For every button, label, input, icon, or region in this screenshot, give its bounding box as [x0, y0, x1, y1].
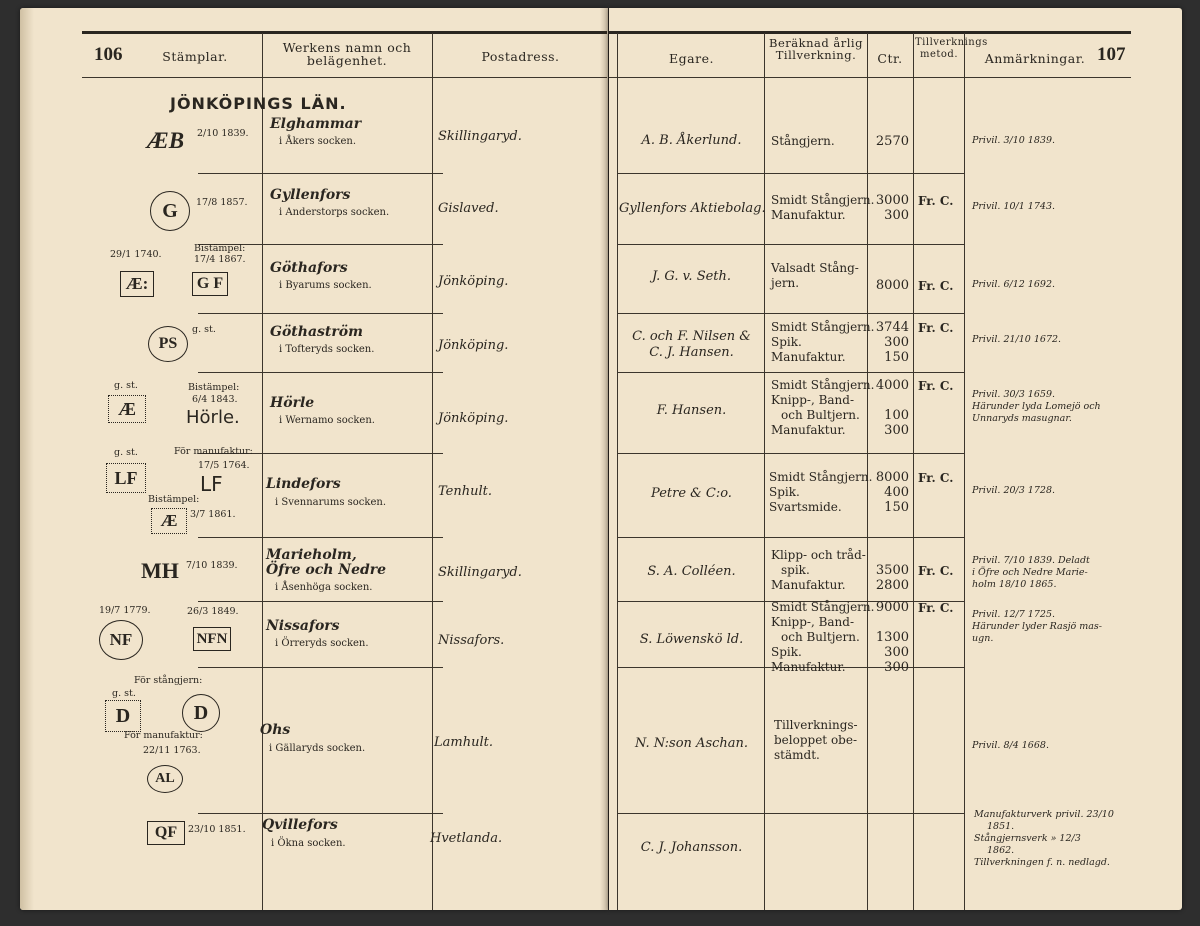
production-item: Smidt Stångjern.	[771, 378, 875, 392]
owner-name: A. B. Åkerlund.	[641, 133, 742, 148]
production-quantity: 2570	[875, 134, 909, 149]
stamp-date: 19/7 1779.	[99, 605, 151, 616]
stamp-mark: MH	[141, 558, 179, 583]
remark-line: Privil. 12/7 1725.	[972, 609, 1056, 620]
left-page	[20, 8, 608, 910]
stamp-date: 6/4 1843.	[192, 394, 238, 405]
postal-address: Skillingaryd.	[438, 565, 522, 580]
works-name: Hörle	[270, 395, 315, 411]
owner-name: J. G. v. Seth.	[651, 269, 732, 284]
production-method: Fr. C.	[918, 321, 954, 335]
stamp-mark: PS	[148, 326, 188, 362]
remark-line: Privil. 8/4 1668.	[972, 740, 1049, 751]
owner-name: C. J. Hansen.	[649, 345, 734, 360]
production-item: Spik.	[771, 645, 802, 659]
remark-line: Privil. 20/3 1728.	[972, 485, 1056, 496]
page-number-right: 107	[1097, 44, 1126, 65]
owner-name: S. Löwenskö ld.	[639, 632, 744, 647]
production-item: Smidt Stångjern.	[771, 600, 875, 614]
header-remarks: Anmärkningar.	[984, 51, 1086, 66]
postal-address: Jönköping.	[438, 411, 509, 426]
production-method: Fr. C.	[918, 471, 954, 485]
stamp-label: g. st.	[114, 380, 138, 391]
works-name: Nissafors	[266, 618, 340, 634]
remark-line: Stångjernsverk » 12/3	[974, 833, 1081, 844]
stamp-date: 23/10 1851.	[188, 824, 246, 835]
stamp-label: g. st.	[192, 324, 216, 335]
remark-line: Privil. 30/3 1659.	[972, 389, 1056, 400]
works-parish: i Svennarums socken.	[275, 497, 387, 508]
production-quantity: 4000	[875, 378, 909, 393]
production-quantity: 1300	[875, 630, 909, 645]
stamp-date: 2/10 1839.	[197, 128, 249, 139]
production-item: Manufaktur.	[771, 208, 846, 222]
works-name: Lindefors	[266, 476, 341, 492]
stamp-mark: Hörle.	[186, 407, 240, 428]
stamp-label: Bistämpel:	[148, 494, 200, 505]
stamp-label: För stångjern:	[134, 675, 203, 686]
production-item: Knipp-, Band-	[771, 393, 855, 407]
page-number-left: 106	[94, 44, 123, 65]
remark-line: Privil. 3/10 1839.	[972, 135, 1056, 146]
production-item: Manufaktur.	[771, 350, 846, 364]
stamp-mark: Æ	[151, 508, 187, 534]
stamp-mark: LF	[200, 472, 223, 496]
production-item: Spik.	[771, 335, 802, 349]
stamp-date: 22/11 1763.	[143, 745, 201, 756]
header-production: Beräknad årlig Tillverkning.	[769, 36, 863, 62]
stamp-label: För manufaktur:	[124, 730, 203, 741]
owner-name: Gyllenfors Aktiebolag.	[619, 201, 766, 216]
production-item: stämdt.	[774, 748, 820, 762]
remark-line: Privil. 10/1 1743.	[972, 201, 1056, 212]
works-name: Gyllenfors	[270, 187, 351, 203]
works-parish: i Åsenhöga socken.	[275, 582, 373, 593]
stamp-mark: Æ:	[120, 271, 154, 297]
postal-address: Skillingaryd.	[438, 129, 522, 144]
production-method: Fr. C.	[918, 564, 954, 578]
production-quantity: 100	[884, 408, 909, 423]
stamp-date: 26/3 1849.	[187, 606, 239, 617]
remark-line: Härunder lyder Rasjö mas-	[972, 621, 1103, 632]
remark-line: holm 18/10 1865.	[972, 579, 1057, 590]
production-method: Fr. C.	[918, 279, 954, 293]
remark-line: Manufakturverk privil. 23/10	[974, 809, 1114, 820]
postal-address: Hvetlanda.	[430, 831, 503, 846]
stamp-mark: ÆB	[147, 128, 185, 153]
production-method: Fr. C.	[918, 194, 954, 208]
production-item: Klipp- och tråd-	[771, 548, 866, 562]
production-item: Smidt Stångjern.	[771, 193, 875, 207]
stamp-mark: D	[105, 700, 141, 732]
production-item: beloppet obe-	[774, 733, 858, 747]
works-parish: i Åkers socken.	[279, 136, 357, 147]
stamp-mark: AL	[147, 765, 183, 793]
production-quantity: 3744	[875, 320, 909, 335]
stamp-label: Bistämpel:	[188, 382, 240, 393]
production-item: Tillverknings-	[774, 718, 858, 732]
works-parish: i Anderstorps socken.	[279, 207, 390, 218]
stamp-label: g. st.	[114, 447, 138, 458]
production-quantity: 300	[884, 335, 909, 350]
stamp-mark: G F	[192, 272, 228, 296]
works-name: Ohs	[260, 722, 291, 738]
production-item: Manufaktur.	[771, 578, 846, 592]
county-title: JÖNKÖPINGS LÄN.	[170, 94, 347, 113]
remark-line: Privil. 7/10 1839. Deladt	[972, 555, 1090, 566]
production-quantity: 300	[884, 423, 909, 438]
remark-line: Privil. 6/12 1692.	[972, 279, 1056, 290]
works-name: Marieholm, Öfre och Nedre	[266, 547, 387, 578]
remark-line: Unnaryds masugnar.	[972, 413, 1072, 424]
stamp-date: 29/1 1740.	[110, 249, 162, 260]
production-method: Fr. C.	[918, 601, 954, 615]
production-item: Manufaktur.	[771, 423, 846, 437]
remark-line: 1851.	[987, 821, 1015, 832]
remark-line: ugn.	[972, 633, 994, 644]
stamp-label: För manufaktur:	[174, 446, 253, 457]
production-item: och Bultjern.	[781, 408, 860, 422]
owner-name: F. Hansen.	[656, 403, 727, 418]
production-quantity: 8000	[875, 470, 909, 485]
postal-address: Tenhult.	[438, 484, 492, 499]
works-name: Qvillefors	[262, 817, 338, 833]
remark-line: 1862.	[987, 845, 1015, 856]
remark-line: i Öfre och Nedre Marie-	[972, 567, 1088, 578]
header-postal: Postadress.	[481, 49, 560, 64]
postal-address: Gislaved.	[438, 201, 499, 216]
production-quantity: 150	[884, 350, 909, 365]
works-parish: i Örreryds socken.	[275, 638, 369, 649]
production-quantity: 400	[884, 485, 909, 500]
postal-address: Nissafors.	[438, 633, 505, 648]
works-parish: i Gällaryds socken.	[269, 743, 366, 754]
production-item: jern.	[771, 276, 800, 290]
stamp-date: 17/4 1867.	[194, 254, 246, 265]
stamp-date: 17/5 1764.	[198, 460, 250, 471]
works-parish: i Byarums socken.	[279, 280, 372, 291]
owner-name: S. A. Colléen.	[647, 564, 736, 579]
stamp-mark: G	[150, 191, 190, 231]
production-quantity: 150	[884, 500, 909, 515]
stamp-label: g. st.	[112, 688, 136, 699]
production-method: Fr. C.	[918, 379, 954, 393]
works-parish: i Wernamo socken.	[279, 415, 375, 426]
remark-line: Härunder lyda Lomejö och	[972, 401, 1101, 412]
stamp-mark: NFN	[193, 627, 231, 651]
works-name: Göthafors	[270, 260, 348, 276]
remark-line: Tillverkningen f. n. nedlagd.	[974, 857, 1110, 868]
production-quantity: 9000	[875, 600, 909, 615]
works-parish: i Tofteryds socken.	[279, 344, 375, 355]
production-quantity: 3500	[875, 563, 909, 578]
header-method: Tillverknings metod.	[915, 37, 988, 60]
postal-address: Jönköping.	[438, 274, 509, 289]
owner-name: Petre & C:o.	[651, 486, 732, 501]
production-quantity: 300	[884, 645, 909, 660]
production-item: och Bultjern.	[781, 630, 860, 644]
postal-address: Lamhult.	[434, 735, 493, 750]
owner-name: C. och F. Nilsen &	[632, 329, 751, 344]
works-parish: i Ökna socken.	[271, 838, 346, 849]
owner-name: N. N:son Aschan.	[634, 736, 749, 751]
stamp-mark: LF	[106, 463, 146, 493]
stamp-mark: D	[182, 694, 220, 732]
stamp-label: Bistämpel:	[194, 243, 246, 254]
stamp-date: 3/7 1861.	[190, 509, 236, 520]
production-quantity: 2800	[875, 578, 909, 593]
production-item: spik.	[781, 563, 810, 577]
header-owner: Egare.	[669, 51, 714, 66]
stamp-mark: Æ	[108, 395, 146, 423]
production-item: Stångjern.	[771, 134, 835, 148]
production-item: Knipp-, Band-	[771, 615, 855, 629]
owner-name: C. J. Johansson.	[640, 840, 743, 855]
stamp-date: 7/10 1839.	[186, 560, 238, 571]
production-quantity: 8000	[875, 278, 909, 293]
production-item: Svartsmide.	[769, 500, 842, 514]
works-name: Göthaström	[270, 324, 363, 340]
stamp-date: 17/8 1857.	[196, 197, 248, 208]
works-name: Elghammar	[270, 116, 362, 132]
header-stamps: Stämplar.	[162, 49, 228, 64]
production-quantity: 300	[884, 660, 909, 675]
remark-line: Privil. 21/10 1672.	[972, 334, 1062, 345]
production-item: Spik.	[769, 485, 800, 499]
production-item: Smidt Stångjern.	[771, 320, 875, 334]
production-quantity: 3000	[875, 193, 909, 208]
production-quantity: 300	[884, 208, 909, 223]
right-page	[609, 8, 1182, 910]
production-item: Valsadt Stång-	[771, 261, 859, 275]
production-item: Smidt Stångjern.	[769, 470, 873, 484]
stamp-mark: QF	[147, 821, 185, 845]
postal-address: Jönköping.	[438, 338, 509, 353]
stamp-mark: NF	[99, 620, 143, 660]
production-item: Manufaktur.	[771, 660, 846, 674]
header-quantity: Ctr.	[877, 51, 903, 66]
header-works: Werkens namn och belägenhet.	[282, 40, 412, 68]
